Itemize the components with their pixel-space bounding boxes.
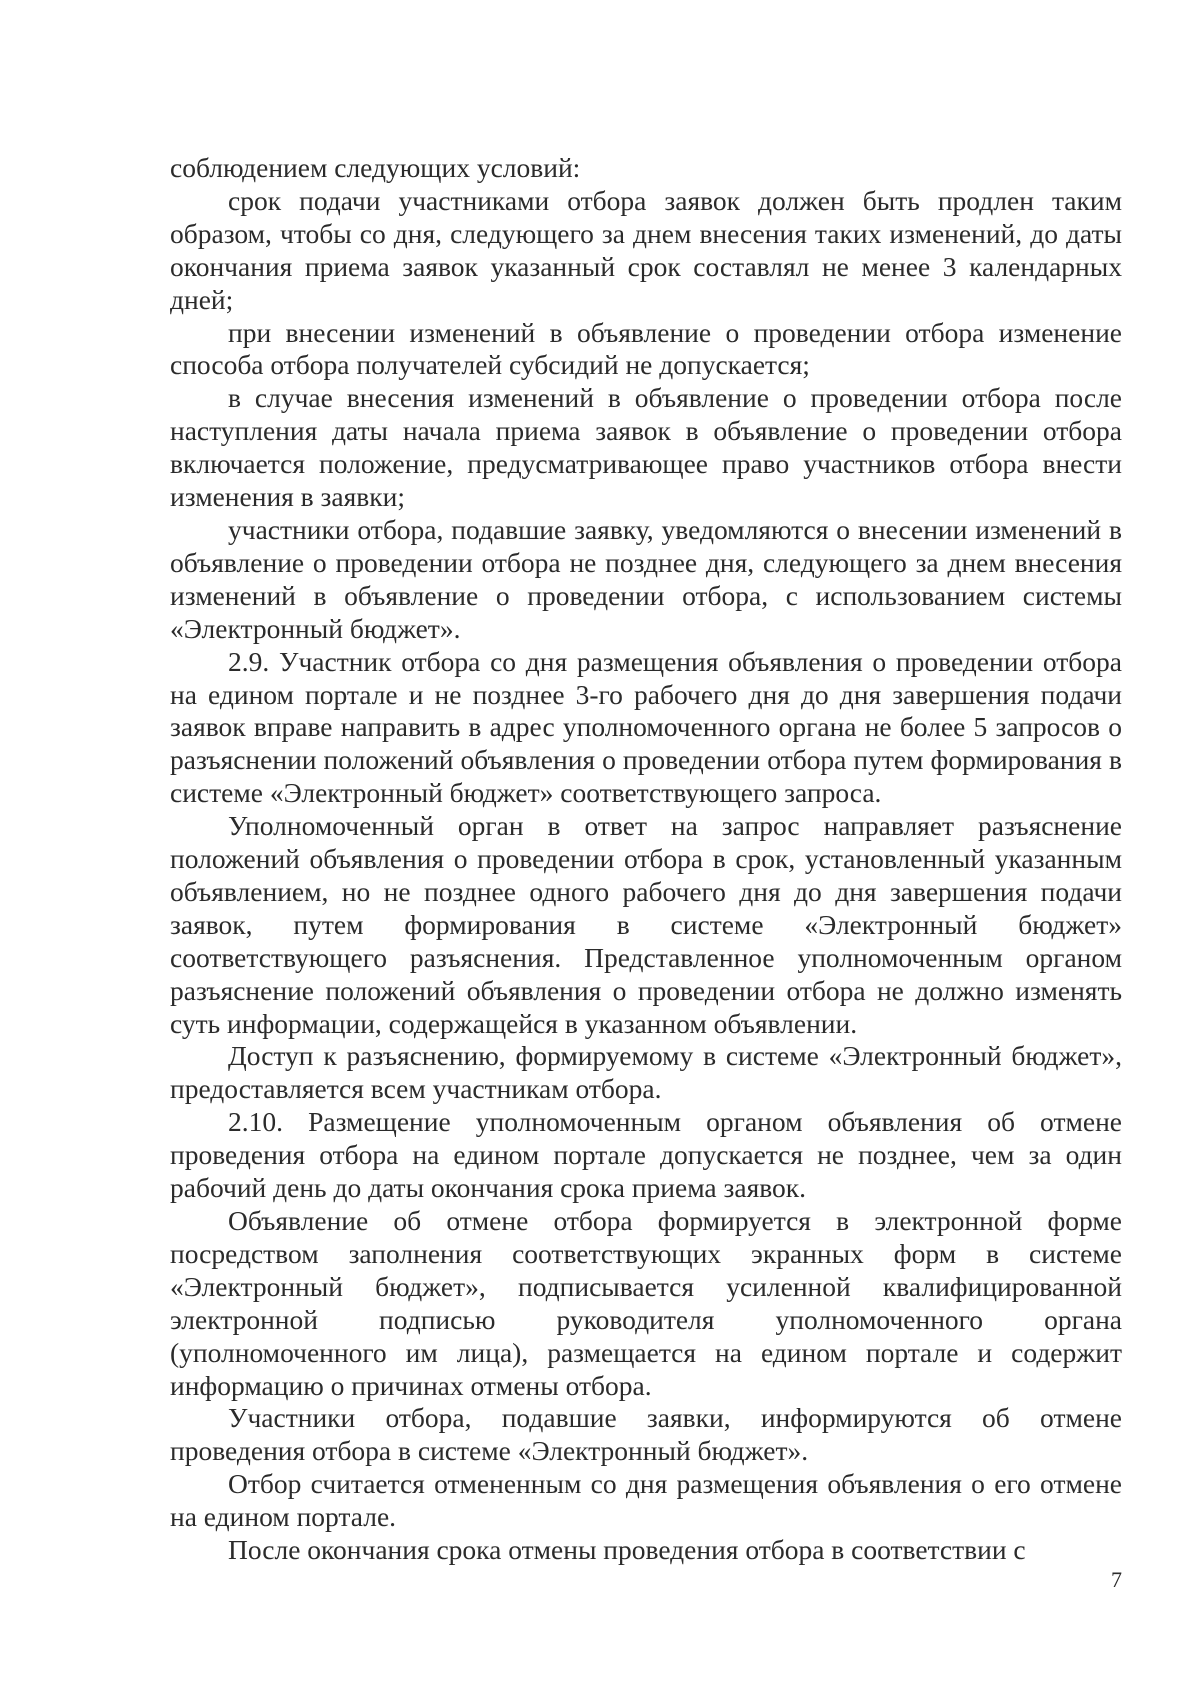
- paragraph-clarification-access: Доступ к разъяснению, формируемому в системе «Электронный бюджет», предоставляется всем участникам отбора.: [170, 1040, 1122, 1105]
- page-number: 7: [1111, 1567, 1122, 1592]
- paragraph-method-change-prohibited: при внесении изменений в объявление о проведении отбора изменение способа отбора получателей субсидий не допускается;: [170, 316, 1122, 381]
- paragraph-participant-notification: участники отбора, подавшие заявку, уведомляются о внесении изменений в объявление о проведении отбора не позднее дня, следующего за днем внесения изменений в объявление о проведении отбора, с использованием системы «Электронный бюджет».: [170, 513, 1122, 644]
- paragraph-conditions-intro: соблюдением следующих условий:: [170, 152, 581, 183]
- paragraph-selection-cancelled: Отбор считается отмененным со дня размещения объявления о его отмене на едином портале.: [170, 1468, 1122, 1533]
- paragraph-application-changes: в случае внесения изменений в объявление о проведении отбора после наступления даты начала приема заявок в объявление о проведении отбора включается положение, предусматривающее право участников отбора внести изменения в заявки;: [170, 382, 1122, 513]
- paragraph-2-10: 2.10. Размещение уполномоченным органом объявления об отмене проведения отбора на едином портале допускается не позднее, чем за один рабочий день до даты окончания срока приема заявок.: [170, 1106, 1122, 1204]
- paragraph-2-9: 2.9. Участник отбора со дня размещения объявления о проведении отбора на едином портале и не позднее 3-го рабочего дня до дня завершения подачи заявок вправе направить в адрес уполномоченного органа не более 5 запросов о разъяснении положений объявления о проведении отбора путем формирования в системе «Электронный бюджет» соответствующего запроса.: [170, 645, 1122, 809]
- paragraph-participants-informed: Участники отбора, подавшие заявки, информируются об отмене проведения отбора в системе «Электронный бюджет».: [170, 1402, 1122, 1467]
- paragraph-cancellation-notice: Объявление об отмене отбора формируется в электронной форме посредством заполнения соответствующих экранных форм в системе «Электронный бюджет», подписывается усиленной квалифицированной электронной подписью руководителя уполномоченного органа (уполномоченного им лица), размещается на едином портале и содержит информацию о причинах отмены отбора.: [170, 1205, 1122, 1401]
- paragraph-after-cancellation: После окончания срока отмены проведения отбора в соответствии с: [228, 1534, 1026, 1566]
- document-body: [170, 152, 1122, 1567]
- paragraph-deadline-extension: срок подачи участниками отбора заявок должен быть продлен таким образом, чтобы со дня, следующего за днем внесения таких изменений, до даты окончания приема заявок указанный срок составлял не менее 3 календарных дней;: [170, 184, 1122, 315]
- paragraph-clarification-response: Уполномоченный орган в ответ на запрос направляет разъяснение положений объявления о проведении отбора в срок, установленный указанным объявлением, но не позднее одного рабочего дня до дня завершения подачи заявок, путем формирования в системе «Электронный бюджет» соответствующего разъяснения. Представленное уполномоченным органом разъяснение положений объявления о проведении отбора не должно изменять суть информации, содержащейся в указанном объявлении.: [170, 810, 1122, 1039]
